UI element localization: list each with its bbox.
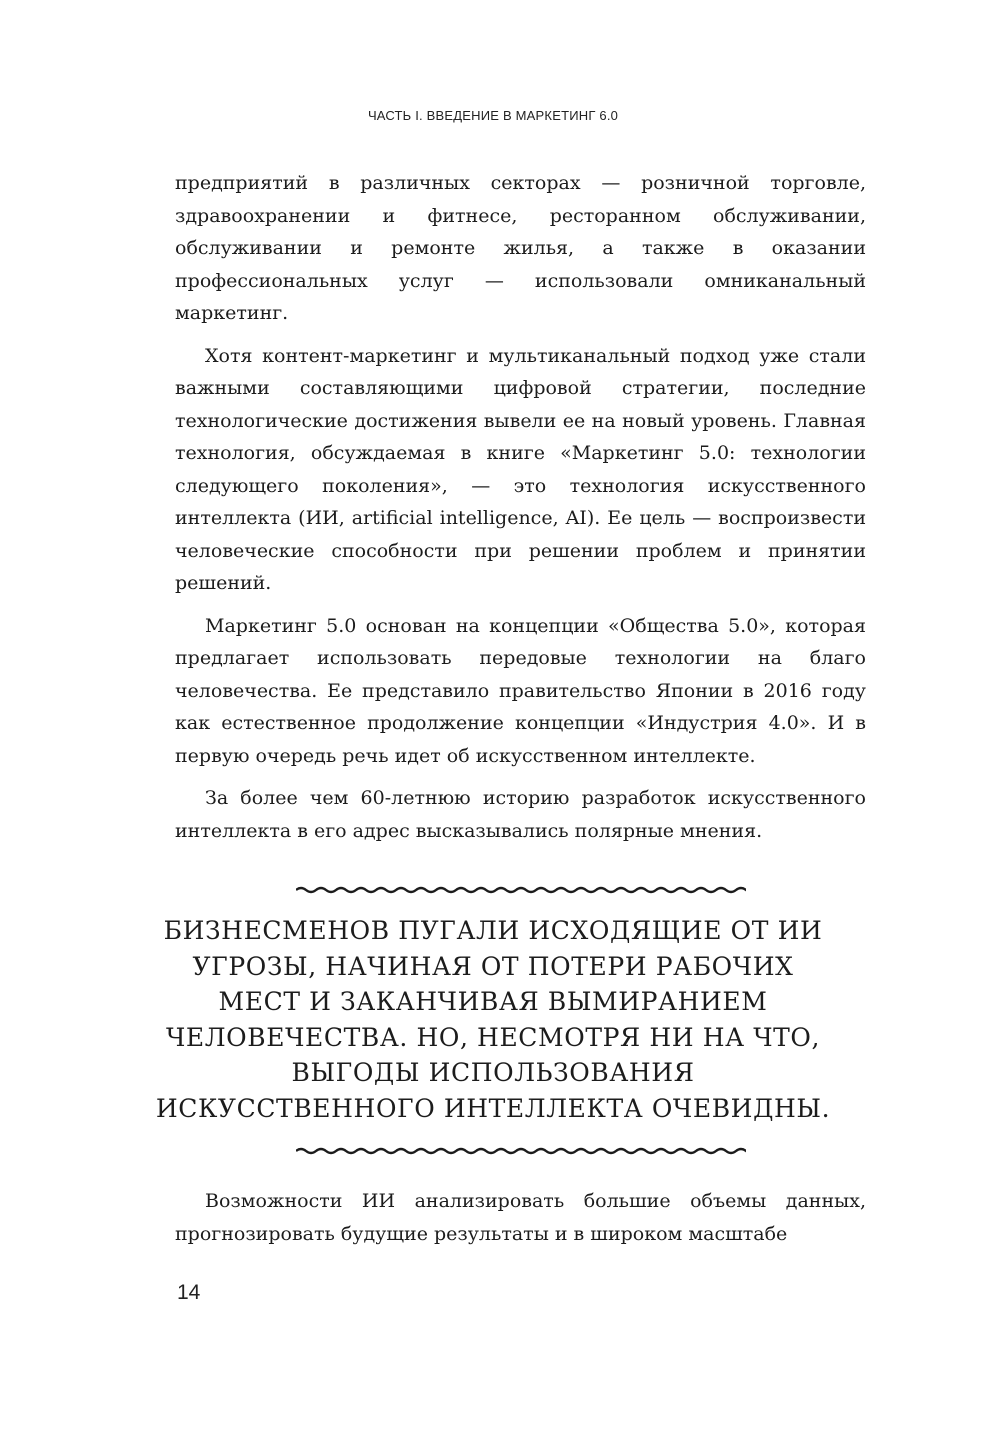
pull-quote-line: УГРОЗЫ, НАЧИНАЯ ОТ ПОТЕРИ РАБОЧИХ bbox=[192, 951, 794, 981]
pull-quote-line: ЧЕЛОВЕЧЕСТВА. НО, НЕСМОТРЯ НИ НА ЧТО, bbox=[165, 1022, 821, 1052]
pull-quote-line: ВЫГОДЫ ИСПОЛЬЗОВАНИЯ bbox=[291, 1058, 695, 1088]
page-number: 14 bbox=[177, 1281, 201, 1304]
pull-quote-line: МЕСТ И ЗАКАНЧИВАЯ ВЫМИРАНИЕМ bbox=[218, 987, 768, 1017]
paragraph: За более чем 60-летнюю историю разработок искусственного интеллекта в его адрес высказывались полярные мнения. bbox=[175, 787, 866, 842]
pull-quote-line: ИСКУССТВЕННОГО ИНТЕЛЛЕКТА ОЧЕВИДНЫ. bbox=[155, 1093, 831, 1123]
paragraph: предприятий в различных секторах — розничной торговле, здравоохранении и фитнесе, ресторанном обслуживании, обслуживании и ремонте жилья, а также в оказании профессиональных услуг — использовали омниканальный маркетинг. bbox=[175, 172, 866, 324]
wavy-divider-bottom bbox=[296, 1144, 746, 1158]
paragraph: Маркетинг 5.0 основан на концепции «Общества 5.0», которая предлагает использовать передовые технологии на благо человечества. Ее представило правительство Японии в 2016 году как естественное продолжение концепции «Индустрия 4.0». И в первую очередь речь идет об искусственном интеллекте. bbox=[175, 614, 866, 767]
paragraph: Возможности ИИ анализировать большие объемы данных, прогнозировать будущие результаты и в широком масштабе bbox=[175, 1190, 866, 1245]
pull-quote bbox=[150, 913, 836, 1127]
paragraph: Хотя контент-маркетинг и мультиканальный подход уже стали важными составляющими цифровой стратегии, последние технологические достижения вывели ее на новый уровень. Главная технология, обсуждаемая в книге «Маркетинг 5.0: технологии следующего поколения», — это технология искусственного интеллекта (ИИ, artificial intelligence, AI). Ее цель — воспроизвести человеческие способности при решении проблем и принятии решений. bbox=[175, 344, 866, 594]
pull-quote-line: БИЗНЕСМЕНОВ ПУГАЛИ ИСХОДЯЩИЕ ОТ ИИ bbox=[163, 916, 823, 945]
body-text-bottom bbox=[175, 1185, 866, 1260]
wave-line bbox=[296, 888, 746, 892]
running-head: ЧАСТЬ I. ВВЕДЕНИЕ В МАРКЕТИНГ 6.0 bbox=[367, 108, 619, 123]
body-text-top bbox=[175, 167, 866, 857]
wave-line bbox=[296, 1149, 746, 1153]
wavy-divider-top bbox=[296, 883, 746, 897]
